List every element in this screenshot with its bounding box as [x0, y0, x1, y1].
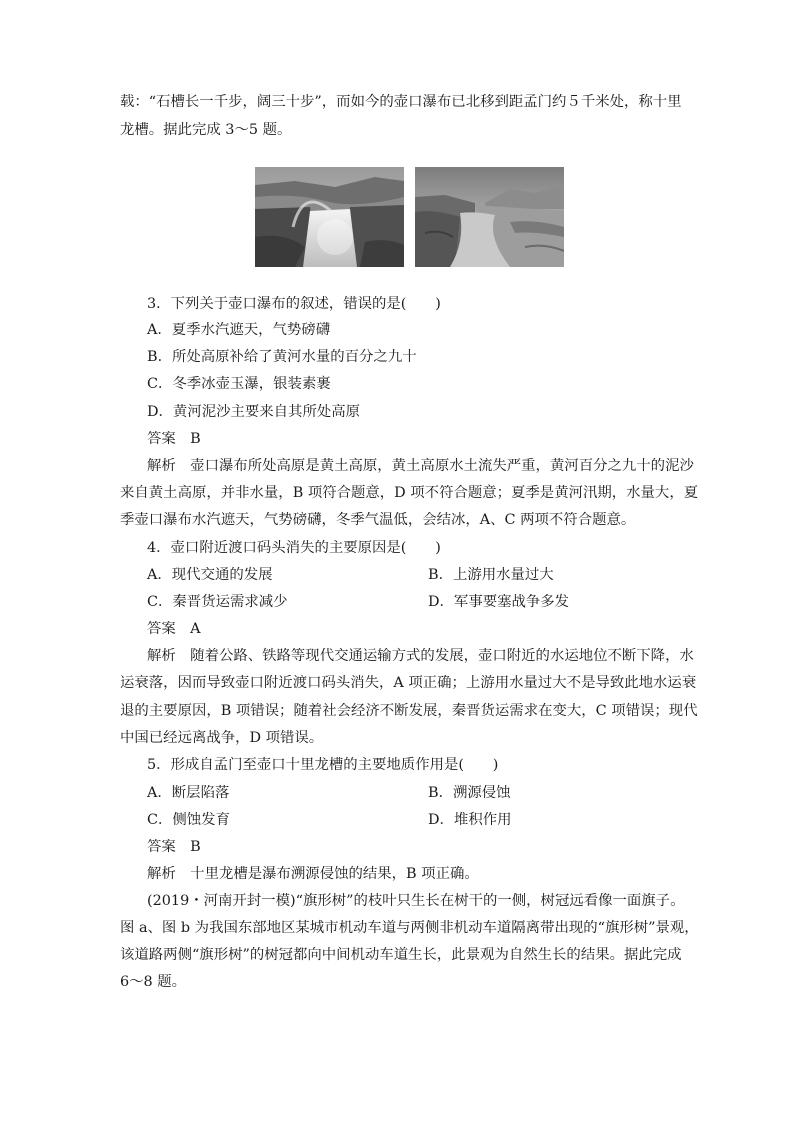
intro-line-2: 龙槽。据此完成 3～5 题。 [120, 122, 292, 138]
q4-stem: 4．壶口附近渡口码头消失的主要原因是( ) [147, 540, 441, 556]
q3-analysis-line: 来自黄土高原，并非水量，B 项符合题意，D 项不符合题意；夏季是黄河汛期，水量大，夏 [120, 485, 699, 501]
next-passage-line: (2019・河南开封一模)“旗形树”的枝叶只生长在树干的一侧，树冠远看像一面旗子。 [147, 893, 685, 909]
waterfall-photo [255, 167, 404, 267]
q5-answer: 答案 B [147, 839, 201, 855]
next-passage-line: 该道路两侧“旗形树”的树冠都向中间机动车道生长，此景观为自然生长的结果。据此完成 [120, 947, 682, 963]
q5-option-b: B．溯源侵蚀 [428, 785, 511, 801]
q3-option-a: A．夏季水汽遮天，气势磅礴 [147, 322, 331, 338]
q4-option-a: A．现代交通的发展 [147, 567, 273, 583]
q4-analysis-line: 中国已经远离战争，D 项错误。 [120, 730, 324, 746]
intro-line-1: 载：“石槽长一千步，阔三十步”，而如今的壶口瀑布已北移到距孟门约５千米处，称十里 [120, 94, 682, 110]
q4-analysis-line: 运衰落，因而导致壶口附近渡口码头消失，A 项正确；上游用水量过大不是导致此地水运衰 [120, 675, 697, 691]
q4-analysis-line: 解析 随着公路、铁路等现代交通运输方式的发展，壶口附近的水运地位不断下降，水 [147, 648, 694, 664]
next-passage-line: 6～8 题。 [120, 974, 187, 990]
q5-stem: 5．形成自孟门至壶口十里龙槽的主要地质作用是( ) [147, 757, 499, 773]
canyon-river-photo [415, 167, 564, 267]
q3-option-d: D．黄河泥沙主要来自其所处高原 [147, 404, 361, 420]
q3-answer: 答案 B [147, 431, 201, 447]
q3-analysis-line: 解析 壶口瀑布所处高原是黄土高原，黄土高原水土流失严重，黄河百分之九十的泥沙 [147, 458, 694, 474]
q4-option-c: C．秦晋货运需求减少 [147, 594, 288, 610]
next-passage-line: 图 a、图 b 为我国东部地区某城市机动车道与两侧非机动车道隔离带出现的“旗形树”景观， [120, 920, 699, 936]
q5-option-d: D．堆积作用 [428, 812, 512, 828]
q4-option-d: D．军事要塞战争多发 [428, 594, 570, 610]
q4-analysis-line: 退的主要原因，B 项错误；随着社会经济不断发展，秦晋货运需求在变大，C 项错误；现代 [120, 703, 698, 719]
q3-option-b: B．所处高原补给了黄河水量的百分之九十 [147, 349, 417, 365]
q4-answer: 答案 A [147, 621, 201, 637]
q5-option-c: C．侧蚀发育 [147, 812, 230, 828]
q4-option-b: B．上游用水量过大 [428, 567, 554, 583]
q5-analysis-line: 解析 十里龙槽是瀑布溯源侵蚀的结果，B 项正确。 [147, 866, 479, 882]
q3-analysis-line: 季壶口瀑布水汽遮天，气势磅礴，冬季气温低，会结冰，A、C 两项不符合题意。 [120, 512, 636, 528]
q5-option-a: A．断层陷落 [147, 785, 230, 801]
q3-stem: 3．下列关于壶口瀑布的叙述，错误的是( ) [147, 296, 441, 312]
q3-option-c: C．冬季冰壶玉瀑，银装素裹 [147, 376, 331, 392]
